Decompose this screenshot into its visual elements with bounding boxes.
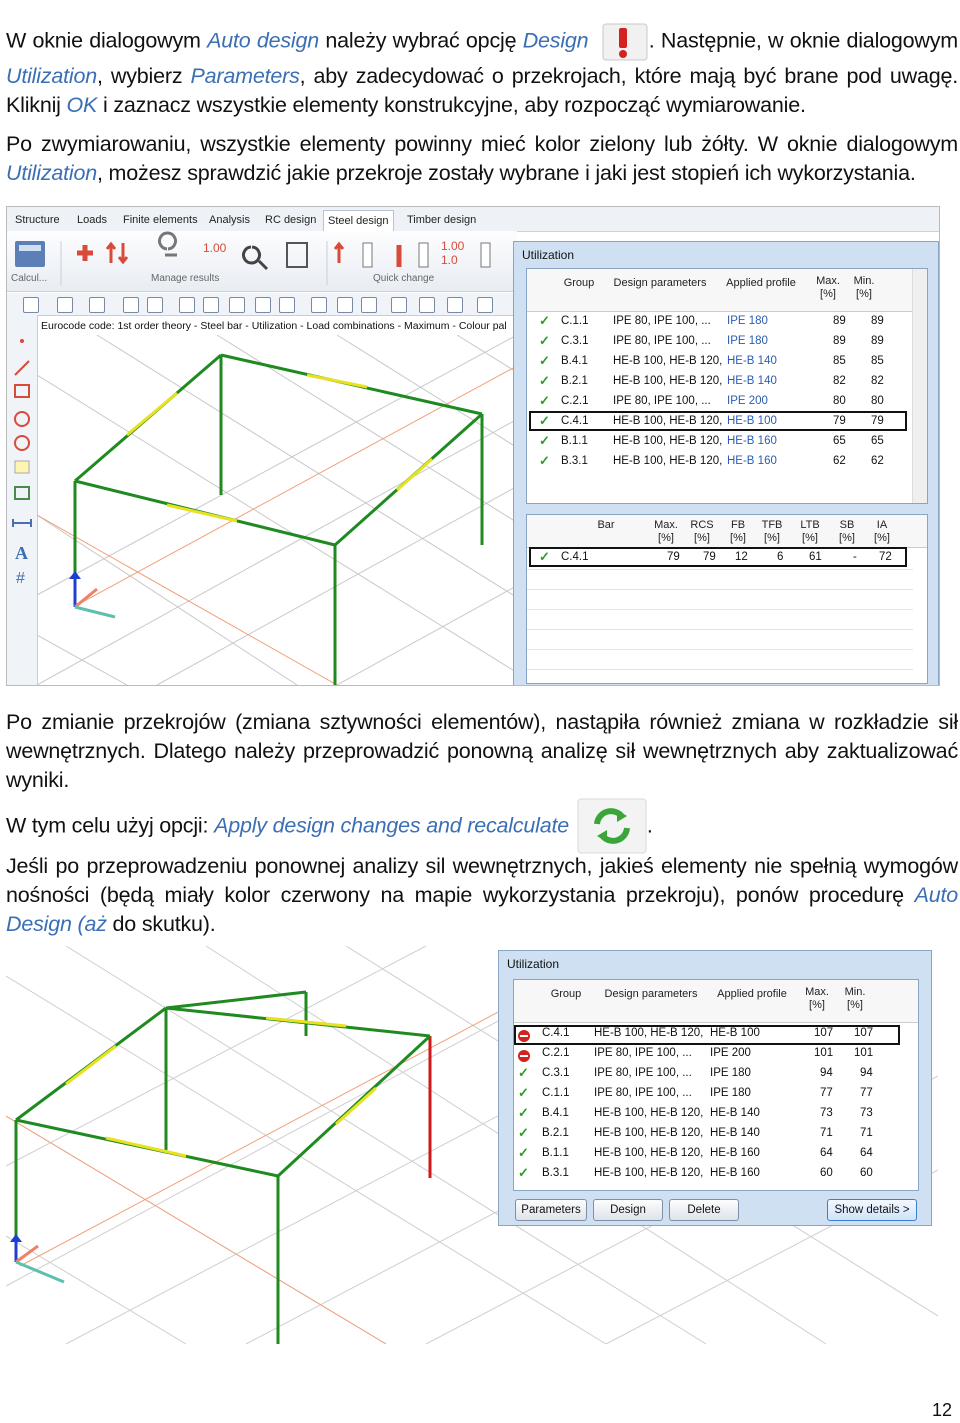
toolbar-icon[interactable] xyxy=(203,297,219,313)
cell-min: 73 xyxy=(860,1107,873,1119)
check-icon: ✓ xyxy=(518,1105,529,1120)
cell-group: C.2.1 xyxy=(561,395,589,407)
cell-group: B.3.1 xyxy=(542,1167,569,1179)
cell-max: 101 xyxy=(814,1047,834,1059)
col-rcs[interactable]: RCS [%] xyxy=(690,519,714,544)
vertical-toolbar xyxy=(7,315,38,685)
check-icon: ✓ xyxy=(518,1165,529,1180)
col-ia[interactable]: IA [%] xyxy=(874,519,890,544)
check-icon: ✓ xyxy=(518,1085,529,1100)
recalculate-icon xyxy=(575,798,647,856)
cell-min: 65 xyxy=(871,435,884,447)
toolbar-icon[interactable] xyxy=(311,297,327,313)
toolbar-icon[interactable] xyxy=(57,297,73,313)
cell-max: 79 xyxy=(667,551,680,563)
col-group[interactable]: Group xyxy=(550,988,582,1000)
cell-group: B.4.1 xyxy=(542,1107,569,1119)
col-applied-profile[interactable]: Applied profile xyxy=(717,988,787,1000)
col-max[interactable]: Max. [%] xyxy=(805,986,829,1011)
tab-finite-elements[interactable]: Finite elements xyxy=(123,214,198,226)
paragraph-reanalysis: Po zmianie przekrojów (zmiana sztywności elementów), nastąpiła również zmiana w rozkładzie sił wewnętrznych. Dlatego należy przeprowadzić ponowną analizę sił wewnętrznych aby zaktualizować wyniki. xyxy=(6,710,958,792)
utilization-title: Utilization xyxy=(507,957,560,971)
page-number: 12 xyxy=(931,1400,952,1420)
svg-text:#: # xyxy=(16,570,25,587)
cell-profile: HE-B 140 xyxy=(727,355,777,367)
cell-params: HE-B 100, HE-B 120, xyxy=(613,355,723,367)
col-applied-profile[interactable]: Applied profile xyxy=(726,277,796,289)
toolbar-icon[interactable] xyxy=(337,297,353,313)
cell-params: HE-B 100, HE-B 120, xyxy=(613,375,723,387)
ribbon-value-3: 1.0 xyxy=(441,253,458,267)
col-bar[interactable]: Bar xyxy=(597,519,615,531)
cell-sb: - xyxy=(853,551,857,563)
screenshot-after-recalculation xyxy=(6,946,938,1344)
svg-text:A: A xyxy=(15,543,28,563)
cell-bar: C.4.1 xyxy=(561,551,589,563)
cell-max: 107 xyxy=(814,1027,834,1039)
ribbon-value-1: 1.00 xyxy=(203,241,227,255)
scrollbar[interactable] xyxy=(912,269,927,503)
col-ltb[interactable]: LTB [%] xyxy=(800,519,820,544)
paragraph-repeat-auto-design: Jeśli po przeprowadzeniu ponownej analizy sil wewnętrznych, jakieś elementy nie spełnią wymogów nośności (będą miały kolor czerwony na mapie wykorzystania przekroju), ponów procedurę Auto Design (aż do skutku). xyxy=(6,854,958,936)
cell-group: B.4.1 xyxy=(561,355,588,367)
cell-profile: HE-B 140 xyxy=(727,375,777,387)
cell-params: HE-B 100, HE-B 120, xyxy=(613,435,723,447)
selection-highlight xyxy=(514,1025,900,1045)
cell-group: B.3.1 xyxy=(561,455,588,467)
cell-min: 60 xyxy=(860,1167,873,1179)
toolbar-icon[interactable] xyxy=(147,297,163,313)
paragraph-apply-changes: W tym celu użyj opcji: Apply design changes and recalculate . xyxy=(6,798,958,856)
cell-max: 73 xyxy=(820,1107,833,1119)
cell-max: 60 xyxy=(820,1167,833,1179)
cell-min: 89 xyxy=(871,315,884,327)
tab-bar xyxy=(7,207,939,232)
ribbon xyxy=(7,231,517,292)
cell-group: C.4.1 xyxy=(542,1027,570,1039)
cell-profile: HE-B 100 xyxy=(710,1027,760,1039)
cell-params: IPE 80, IPE 100, ... xyxy=(594,1047,692,1059)
check-icon: ✓ xyxy=(539,333,550,348)
parameters-button[interactable]: Parameters xyxy=(515,1199,587,1221)
cell-max: 89 xyxy=(833,335,846,347)
cell-group: C.1.1 xyxy=(542,1087,570,1099)
cell-rcs: 79 xyxy=(703,551,716,563)
cell-params: HE-B 100, HE-B 120, xyxy=(594,1147,704,1159)
toolbar-icon[interactable] xyxy=(419,297,435,313)
toolbar-icon[interactable] xyxy=(123,297,139,313)
toolbar-icon[interactable] xyxy=(361,297,377,313)
ribbon-group-quick-change: Quick change xyxy=(373,273,435,284)
cell-profile: HE-B 160 xyxy=(710,1147,760,1159)
paragraph-after-design: Po zwymiarowaniu, wszystkie elementy powinny mieć kolor zielony lub żółty. W oknie dialogowym Utilization, możesz sprawdzić jakie przekroje zostały wybrane i jaki jest stopień ich wykorzystania. xyxy=(6,132,958,185)
check-icon: ✓ xyxy=(539,353,550,368)
utilization-title: Utilization xyxy=(522,248,575,262)
cell-min: 77 xyxy=(860,1087,873,1099)
cell-params: IPE 80, IPE 100, ... xyxy=(613,395,711,407)
toolbar-icon[interactable] xyxy=(255,297,271,313)
tab-analysis[interactable]: Analysis xyxy=(209,214,250,226)
check-icon: ✓ xyxy=(539,393,550,408)
cell-group: C.2.1 xyxy=(542,1047,570,1059)
cell-group: B.2.1 xyxy=(542,1127,569,1139)
utilization-group-table xyxy=(513,979,919,1191)
ribbon-group-calcul: Calcul... xyxy=(11,273,48,284)
cell-max: 71 xyxy=(820,1127,833,1139)
col-fb[interactable]: FB [%] xyxy=(730,519,746,544)
cell-profile: IPE 200 xyxy=(710,1047,751,1059)
tab-loads[interactable]: Loads xyxy=(77,214,107,226)
cell-fb: 12 xyxy=(735,551,748,563)
cell-max: 82 xyxy=(833,375,846,387)
cell-group: C.4.1 xyxy=(561,415,589,427)
cell-min: 71 xyxy=(860,1127,873,1139)
col-max[interactable]: Max. [%] xyxy=(654,519,678,544)
toolbar-icon[interactable] xyxy=(229,297,245,313)
cell-min: 101 xyxy=(854,1047,874,1059)
utilization-group-table xyxy=(526,268,928,504)
cell-profile: HE-B 160 xyxy=(710,1167,760,1179)
cell-ltb: 61 xyxy=(809,551,822,563)
cell-max: 85 xyxy=(833,355,846,367)
toolbar-icon[interactable] xyxy=(179,297,195,313)
cell-min: 82 xyxy=(871,375,884,387)
col-group[interactable]: Group xyxy=(563,277,595,289)
utilization-dialog xyxy=(513,241,939,686)
cell-profile: IPE 180 xyxy=(710,1087,751,1099)
toolbar-icon[interactable] xyxy=(89,297,105,313)
check-icon: ✓ xyxy=(539,373,550,388)
delete-button[interactable]: Delete xyxy=(669,1199,739,1221)
toolbar-icon[interactable] xyxy=(477,297,493,313)
cell-group: C.3.1 xyxy=(561,335,589,347)
col-min[interactable]: Min. [%] xyxy=(853,275,875,300)
screenshot-steel-design xyxy=(6,206,940,686)
cell-min: 107 xyxy=(854,1027,874,1039)
cell-min: 79 xyxy=(871,415,884,427)
cell-profile: IPE 180 xyxy=(727,335,768,347)
col-design-parameters[interactable]: Design parameters xyxy=(604,988,698,1000)
cell-profile: HE-B 160 xyxy=(727,455,777,467)
check-icon: ✓ xyxy=(539,433,550,448)
check-icon: ✓ xyxy=(539,549,550,564)
col-max[interactable]: Max. [%] xyxy=(816,275,840,300)
cell-params: IPE 80, IPE 100, ... xyxy=(594,1067,692,1079)
cell-max: 79 xyxy=(833,415,846,427)
cell-min: 80 xyxy=(871,395,884,407)
cell-max: 80 xyxy=(833,395,846,407)
view-toolbar xyxy=(7,293,517,316)
toolbar-icon[interactable] xyxy=(23,297,39,313)
cell-min: 62 xyxy=(871,455,884,467)
cell-tfb: 6 xyxy=(777,551,784,563)
col-design-parameters[interactable]: Design parameters xyxy=(613,277,707,289)
tab-steel-design[interactable]: Steel design xyxy=(323,210,394,231)
check-icon: ✓ xyxy=(539,313,550,328)
selection-highlight xyxy=(529,547,907,567)
tab-rc-design[interactable]: RC design xyxy=(265,214,317,226)
cell-params: IPE 80, IPE 100, ... xyxy=(613,335,711,347)
ribbon-value-2: 1.00 xyxy=(441,239,465,253)
cell-profile: IPE 200 xyxy=(727,395,768,407)
cell-profile: HE-B 140 xyxy=(710,1107,760,1119)
cell-params: HE-B 100, HE-B 120, xyxy=(594,1027,704,1039)
tab-structure[interactable]: Structure xyxy=(15,214,60,226)
utilization-bar-table xyxy=(526,514,928,684)
cell-profile: IPE 180 xyxy=(710,1067,751,1079)
cell-params: HE-B 100, HE-B 120, xyxy=(613,455,723,467)
cell-params: IPE 80, IPE 100, ... xyxy=(594,1087,692,1099)
cell-max: 77 xyxy=(820,1087,833,1099)
check-icon: ✓ xyxy=(539,413,550,428)
cell-params: HE-B 100, HE-B 120, xyxy=(594,1167,704,1179)
cell-params: IPE 80, IPE 100, ... xyxy=(613,315,711,327)
cell-min: 94 xyxy=(860,1067,873,1079)
col-sb[interactable]: SB [%] xyxy=(839,519,855,544)
col-tfb[interactable]: TFB [%] xyxy=(761,519,783,544)
cell-group: B.1.1 xyxy=(542,1147,569,1159)
ribbon-group-manage-results: Manage results xyxy=(151,273,220,284)
cell-min: 64 xyxy=(860,1147,873,1159)
cell-group: C.3.1 xyxy=(542,1067,570,1079)
cell-max: 62 xyxy=(833,455,846,467)
toolbar-icon[interactable] xyxy=(391,297,407,313)
utilization-dialog xyxy=(498,950,932,1226)
cell-max: 89 xyxy=(833,315,846,327)
cell-params: HE-B 100, HE-B 120, xyxy=(594,1127,704,1139)
cell-group: B.2.1 xyxy=(561,375,588,387)
model-caption: Eurocode code: 1st order theory - Steel bar - Utilization - Load combinations - Maximum - Colour pal xyxy=(41,320,507,332)
toolbar-icon[interactable] xyxy=(279,297,295,313)
fail-icon xyxy=(518,1050,530,1062)
cell-min: 89 xyxy=(871,335,884,347)
cell-profile: IPE 180 xyxy=(727,315,768,327)
cell-ia: 72 xyxy=(879,551,892,563)
check-icon: ✓ xyxy=(518,1065,529,1080)
cell-profile: HE-B 100 xyxy=(727,415,777,427)
design-button[interactable]: Design xyxy=(593,1199,663,1221)
col-min[interactable]: Min. [%] xyxy=(844,986,866,1011)
cell-min: 85 xyxy=(871,355,884,367)
check-icon: ✓ xyxy=(518,1145,529,1160)
cell-max: 64 xyxy=(820,1147,833,1159)
cell-group: B.1.1 xyxy=(561,435,588,447)
cell-profile: HE-B 140 xyxy=(710,1127,760,1139)
design-icon xyxy=(595,22,649,62)
selection-highlight xyxy=(529,411,907,431)
tab-timber-design[interactable]: Timber design xyxy=(407,214,477,226)
check-icon: ✓ xyxy=(518,1125,529,1140)
cell-max: 94 xyxy=(820,1067,833,1079)
cell-group: C.1.1 xyxy=(561,315,589,327)
cell-params: HE-B 100, HE-B 120, xyxy=(613,415,723,427)
check-icon: ✓ xyxy=(539,453,550,468)
cell-params: HE-B 100, HE-B 120, xyxy=(594,1107,704,1119)
cell-max: 65 xyxy=(833,435,846,447)
paragraph-intro: W oknie dialogowym Auto design należy wybrać opcję Design . Następnie, w oknie dialogowym Utilization, wybierz Parameters, aby zadecydować o przekrojach, które mają być brane pod uwagę. Kliknij OK i zaznacz wszystkie elementy konstrukcyjne, aby rozpocząć wymiarowanie. xyxy=(6,22,958,120)
show-details-button[interactable]: Show details > xyxy=(827,1199,917,1221)
toolbar-icon[interactable] xyxy=(447,297,463,313)
cell-profile: HE-B 160 xyxy=(727,435,777,447)
